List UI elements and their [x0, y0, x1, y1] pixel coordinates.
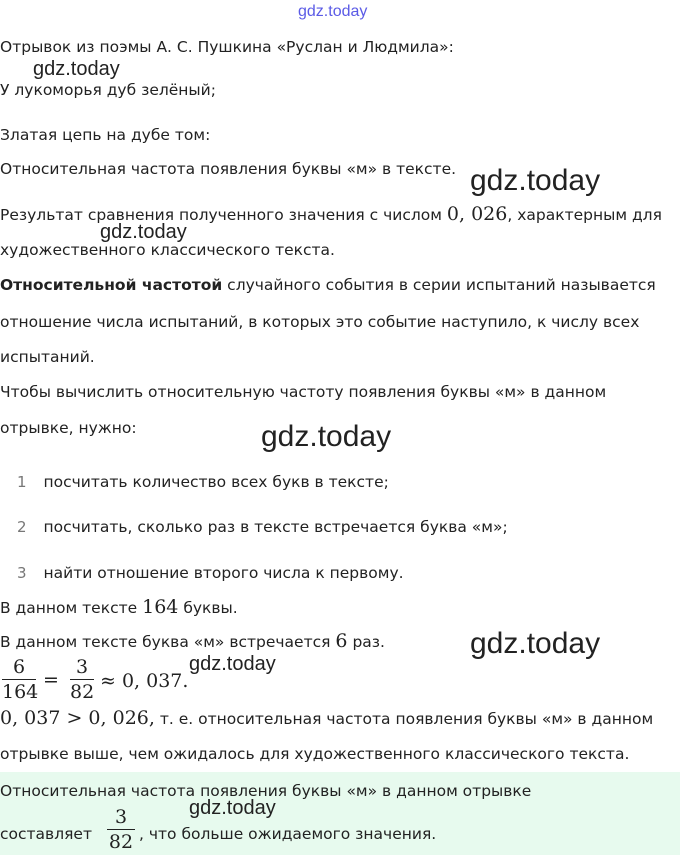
fraction-numerator: 6: [12, 656, 26, 678]
conclusion-line: Относительная частота появления буквы «м» в данном отрывке: [0, 782, 532, 800]
watermark: gdz.today: [189, 653, 276, 675]
comparison-text: т. е. относительная частота появления буквы «м» в данном: [159, 710, 654, 728]
task-line: Относительная частота появления буквы «м» в тексте.: [0, 160, 457, 178]
steps-intro: отрывке, нужно:: [0, 419, 137, 437]
solution-line: [0, 596, 238, 618]
list-text: посчитать количество всех букв в тексте;: [43, 473, 389, 491]
source-line: Отрывок из поэмы А. С. Пушкина «Руслан и Людмила»:: [0, 38, 454, 56]
fraction-numerator: 3: [75, 656, 89, 678]
definition-line: отношение числа испытаний, в которых это событие наступило, к числу всех: [0, 313, 640, 331]
task-text: , характерным для: [507, 206, 662, 224]
watermark: gdz.today: [100, 221, 187, 243]
fraction: [70, 656, 94, 703]
fraction-bar: [70, 679, 94, 680]
list-text: посчитать, сколько раз в тексте встречается буква «м»;: [43, 518, 508, 536]
list-number: 1: [17, 473, 27, 491]
watermark: gdz.today: [470, 627, 601, 660]
watermark: gdz.today: [261, 420, 392, 453]
watermark: gdz.today: [470, 164, 601, 197]
solution-line: [0, 630, 385, 652]
list-item: [17, 518, 508, 536]
solution-text: В данном тексте буква «м» встречается: [0, 633, 331, 651]
poem-line: У лукоморья дуб зелёный;: [0, 81, 216, 99]
fraction-bar: [2, 679, 36, 680]
list-number: 2: [17, 518, 27, 536]
approx-value: ≈ 0, 037.: [100, 670, 189, 692]
definition-line: [0, 276, 656, 294]
solution-text: буквы.: [183, 599, 238, 617]
fraction-denominator: 82: [70, 681, 95, 703]
comparison-line: отрывке выше, чем ожидалось для художественного классического текста.: [0, 745, 630, 763]
fraction-denominator: 82: [108, 831, 134, 853]
task-line: [0, 203, 662, 225]
fraction: [107, 806, 135, 853]
comparison-math: 0, 037 > 0, 026,: [0, 707, 155, 729]
watermark-top: gdz.today: [298, 3, 368, 20]
equals-sign: =: [43, 669, 59, 691]
watermark: gdz.today: [33, 58, 120, 80]
list-item: [17, 473, 389, 491]
fraction-numerator: 3: [114, 806, 128, 828]
definition-text: случайного события в серии испытаний называется: [222, 276, 656, 294]
math-number: 164: [142, 596, 179, 618]
list-text: найти отношение второго числа к первому.: [43, 564, 404, 582]
list-item: [17, 564, 404, 582]
definition-line: испытаний.: [0, 348, 95, 366]
solution-text: раз.: [352, 633, 385, 651]
solution-text: В данном тексте: [0, 599, 138, 617]
watermark: gdz.today: [189, 797, 276, 819]
fraction: [2, 656, 39, 703]
poem-line: Златая цепь на дубе том:: [0, 126, 211, 144]
conclusion-text: , что больше ожидаемого значения.: [139, 825, 437, 843]
definition-term: Относительной частотой: [0, 276, 223, 294]
comparison-line: [0, 707, 653, 729]
list-number: 3: [17, 564, 27, 582]
math-number: 0, 026: [446, 203, 508, 225]
task-text: Результат сравнения полученного значения с числом: [0, 206, 442, 224]
conclusion-text: составляет: [0, 825, 92, 843]
steps-intro: Чтобы вычислить относительную частоту появления буквы «м» в данном: [0, 383, 607, 401]
fraction-denominator: 164: [2, 681, 39, 703]
conclusion-box: [0, 772, 680, 855]
task-line: художественного классического текста.: [0, 241, 335, 259]
fraction-bar: [107, 829, 135, 830]
math-number: 6: [335, 630, 348, 652]
